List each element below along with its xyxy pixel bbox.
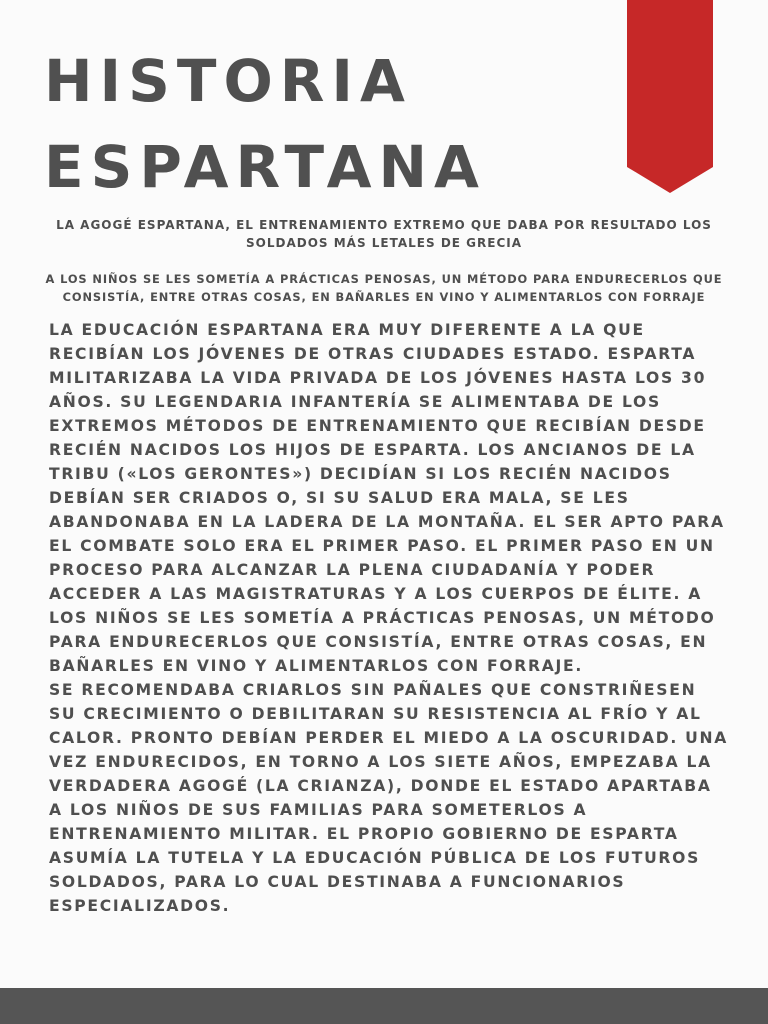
page-title: [44, 38, 486, 210]
title-line-1: HISTORIA: [44, 47, 412, 115]
paragraph-2: SE RECOMENDABA CRIARLOS SIN PAÑALES QUE CONSTRIÑESEN SU CRECIMIENTO O DEBILITARAN SU RESISTENCIA AL FRÍO Y AL CALOR. PRONTO DEBÍAN PERDER EL MIEDO A LA OSCURIDAD. UNA VEZ ENDURECIDOS, EN TORNO A LOS SIETE AÑOS, EMPEZABA LA VERDADERA AGOGÉ (LA CRIANZA), DONDE EL ESTADO APARTABA A LOS NIÑOS DE SUS FAMILIAS PARA SOMETERLOS A ENTRENAMIENTO MILITAR. EL PROPIO GOBIERNO DE ESPARTA ASUMÍA LA TUTELA Y LA EDUCACIÓN PÚBLICA DE LOS FUTUROS SOLDADOS, PARA LO CUAL DESTINABA A FUNCIONARIOS ESPECIALIZADOS.: [49, 681, 729, 915]
paragraph-1: LA EDUCACIÓN ESPARTANA ERA MUY DIFERENTE A LA QUE RECIBÍAN LOS JÓVENES DE OTRAS CIUDADES ESTADO. ESPARTA MILITARIZABA LA VIDA PRIVADA DE LOS JÓVENES HASTA LOS 30 AÑOS. SU LEGENDARIA INFANTERÍA SE ALIMENTABA DE LOS EXTREMOS MÉTODOS DE ENTRENAMIENTO QUE RECIBÍAN DESDE RECIÉN NACIDOS LOS HIJOS DE ESPARTA. LOS ANCIANOS DE LA TRIBU («LOS GERONTES») DECIDÍAN SI LOS RECIÉN NACIDOS DEBÍAN SER CRIADOS O, SI SU SALUD ERA MALA, SE LES ABANDONABA EN LA LADERA DE LA MONTAÑA. EL SER APTO PARA EL COMBATE SOLO ERA EL PRIMER PASO. EL PRIMER PASO EN UN PROCESO PARA ALCANZAR LA PLENA CIUDADANÍA Y PODER ACCEDER A LAS MAGISTRATURAS Y A LOS CUERPOS DE ÉLITE. A LOS NIÑOS SE LES SOMETÍA A PRÁCTICAS PENOSAS, UN MÉTODO PARA ENDURECERLOS QUE CONSISTÍA, ENTRE OTRAS COSAS, EN BAÑARLES EN VINO Y ALIMENTARLOS CON FORRAJE.: [49, 321, 725, 675]
subtitle-2: A LOS NIÑOS SE LES SOMETÍA A PRÁCTICAS PENOSAS, UN MÉTODO PARA ENDURECERLOS QUE CONSISTÍA, ENTRE OTRAS COSAS, EN BAÑARLES EN VINO Y ALIMENTARLOS CON FORRAJE: [45, 272, 723, 304]
red-ribbon-bookmark: [627, 0, 713, 193]
footer-bar: [0, 988, 768, 1024]
body-text: [49, 318, 729, 918]
title-line-2: ESPARTANA: [44, 133, 486, 201]
subtitle-1: LA AGOGÉ ESPARTANA, EL ENTRENAMIENTO EXTREMO QUE DABA POR RESULTADO LOS SOLDADOS MÁS LETALES DE GRECIA: [56, 218, 712, 250]
